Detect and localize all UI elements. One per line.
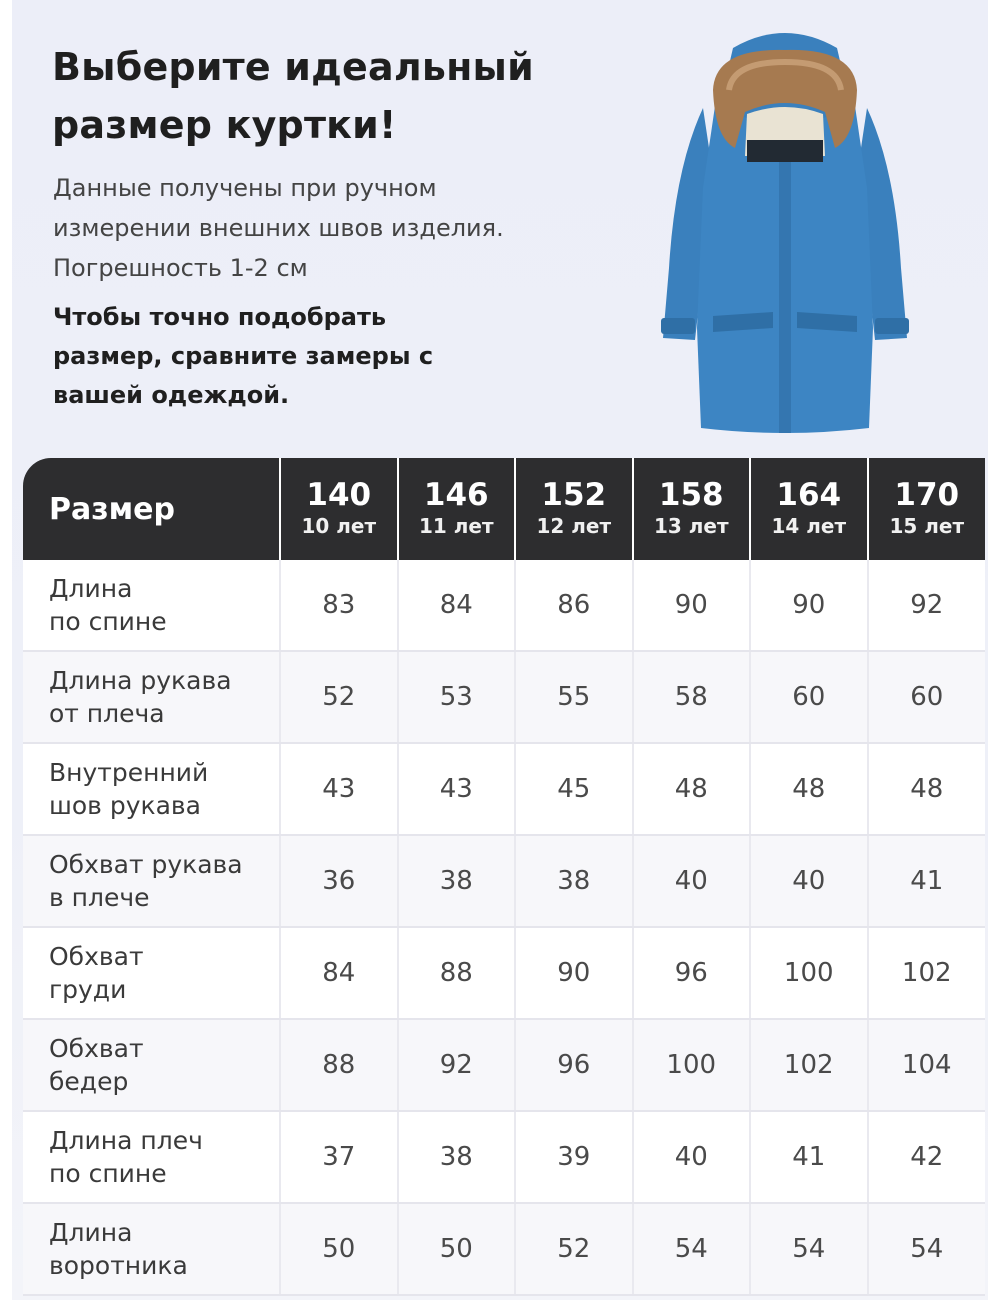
table-cell: 38 xyxy=(398,835,516,927)
table-cell: 50 xyxy=(280,1203,398,1295)
compare-advice: Чтобы точно подобрать размер, сравните замеры с вашей одеждой. xyxy=(53,303,434,409)
table-cell: 45 xyxy=(515,743,633,835)
table-cell: 37 xyxy=(280,1111,398,1203)
table-row xyxy=(23,835,985,927)
table-cell: 52 xyxy=(515,1203,633,1295)
table-cell: 92 xyxy=(398,1019,516,1111)
size-table xyxy=(23,458,985,1296)
table-row xyxy=(23,1019,985,1111)
table-row xyxy=(23,560,985,651)
table-cell: 96 xyxy=(515,1019,633,1111)
size-header-152 xyxy=(515,458,633,560)
table-header-row xyxy=(23,458,985,560)
table-cell: 43 xyxy=(280,743,398,835)
age-label: 14 лет xyxy=(771,514,847,538)
table-cell: 48 xyxy=(868,743,986,835)
row-label-back-length: Длина по спине xyxy=(23,560,280,651)
row-label-collar-length: Длина воротника xyxy=(23,1203,280,1295)
table-cell: 39 xyxy=(515,1111,633,1203)
table-cell: 88 xyxy=(398,927,516,1019)
table-cell: 55 xyxy=(515,651,633,743)
row-label-sleeve-length: Длина рукава от плеча xyxy=(23,651,280,743)
age-label: 11 лет xyxy=(418,514,494,538)
measurement-note: Данные получены при ручном измерении внешних швов изделия. Погрешность 1-2 см xyxy=(53,174,504,282)
age-label: 10 лет xyxy=(301,514,377,538)
size-header-164 xyxy=(750,458,868,560)
size-header-146 xyxy=(398,458,516,560)
table-cell: 40 xyxy=(633,835,751,927)
table-cell: 38 xyxy=(398,1111,516,1203)
table-row xyxy=(23,743,985,835)
table-cell: 58 xyxy=(633,651,751,743)
size-number: 152 xyxy=(541,477,607,513)
page-title: Выберите идеальный размер куртки! xyxy=(52,45,534,147)
table-cell: 104 xyxy=(868,1019,986,1111)
blue-parka-jacket-icon xyxy=(655,28,915,443)
size-number: 140 xyxy=(306,477,372,513)
row-label-chest-girth: Обхват груди xyxy=(23,927,280,1019)
table-cell: 41 xyxy=(750,1111,868,1203)
size-header-158 xyxy=(633,458,751,560)
table-cell: 54 xyxy=(868,1203,986,1295)
table-cell: 43 xyxy=(398,743,516,835)
row-label-hip-girth: Обхват бедер xyxy=(23,1019,280,1111)
table-cell: 96 xyxy=(633,927,751,1019)
size-column-header: Размер xyxy=(23,458,280,560)
left-cuff xyxy=(661,318,695,334)
table-cell: 53 xyxy=(398,651,516,743)
table-cell: 88 xyxy=(280,1019,398,1111)
size-number: 158 xyxy=(658,477,724,513)
table-cell: 86 xyxy=(515,560,633,651)
table-cell: 100 xyxy=(750,927,868,1019)
table-cell: 60 xyxy=(868,651,986,743)
table-cell: 54 xyxy=(750,1203,868,1295)
table-cell: 48 xyxy=(750,743,868,835)
table-cell: 100 xyxy=(633,1019,751,1111)
table-cell: 40 xyxy=(633,1111,751,1203)
size-header-140 xyxy=(280,458,398,560)
table-cell: 54 xyxy=(633,1203,751,1295)
collar-inner xyxy=(747,140,823,162)
size-number: 170 xyxy=(894,477,960,513)
jacket-placket xyxy=(779,148,791,433)
table-cell: 92 xyxy=(868,560,986,651)
age-label: 13 лет xyxy=(653,514,729,538)
size-number: 164 xyxy=(776,477,842,513)
age-label: 12 лет xyxy=(536,514,612,538)
table-cell: 83 xyxy=(280,560,398,651)
row-label-shoulder-width: Длина плеч по спине xyxy=(23,1111,280,1203)
right-cuff xyxy=(875,318,909,334)
table-row xyxy=(23,1111,985,1203)
table-cell: 84 xyxy=(280,927,398,1019)
table-cell: 90 xyxy=(750,560,868,651)
row-label-sleeve-girth: Обхват рукава в плече xyxy=(23,835,280,927)
row-label-inner-sleeve-seam: Внутренний шов рукава xyxy=(23,743,280,835)
table-cell: 41 xyxy=(868,835,986,927)
table-cell: 48 xyxy=(633,743,751,835)
table-cell: 40 xyxy=(750,835,868,927)
table-row xyxy=(23,651,985,743)
size-number: 146 xyxy=(423,477,489,513)
table-cell: 84 xyxy=(398,560,516,651)
size-header-170 xyxy=(868,458,986,560)
table-cell: 90 xyxy=(515,927,633,1019)
table-cell: 36 xyxy=(280,835,398,927)
table-row xyxy=(23,1203,985,1295)
table-cell: 52 xyxy=(280,651,398,743)
table-cell: 50 xyxy=(398,1203,516,1295)
table-cell: 38 xyxy=(515,835,633,927)
age-label: 15 лет xyxy=(889,514,965,538)
table-cell: 102 xyxy=(750,1019,868,1111)
table-cell: 60 xyxy=(750,651,868,743)
table-row xyxy=(23,927,985,1019)
table-cell: 102 xyxy=(868,927,986,1019)
table-cell: 90 xyxy=(633,560,751,651)
table-cell: 42 xyxy=(868,1111,986,1203)
